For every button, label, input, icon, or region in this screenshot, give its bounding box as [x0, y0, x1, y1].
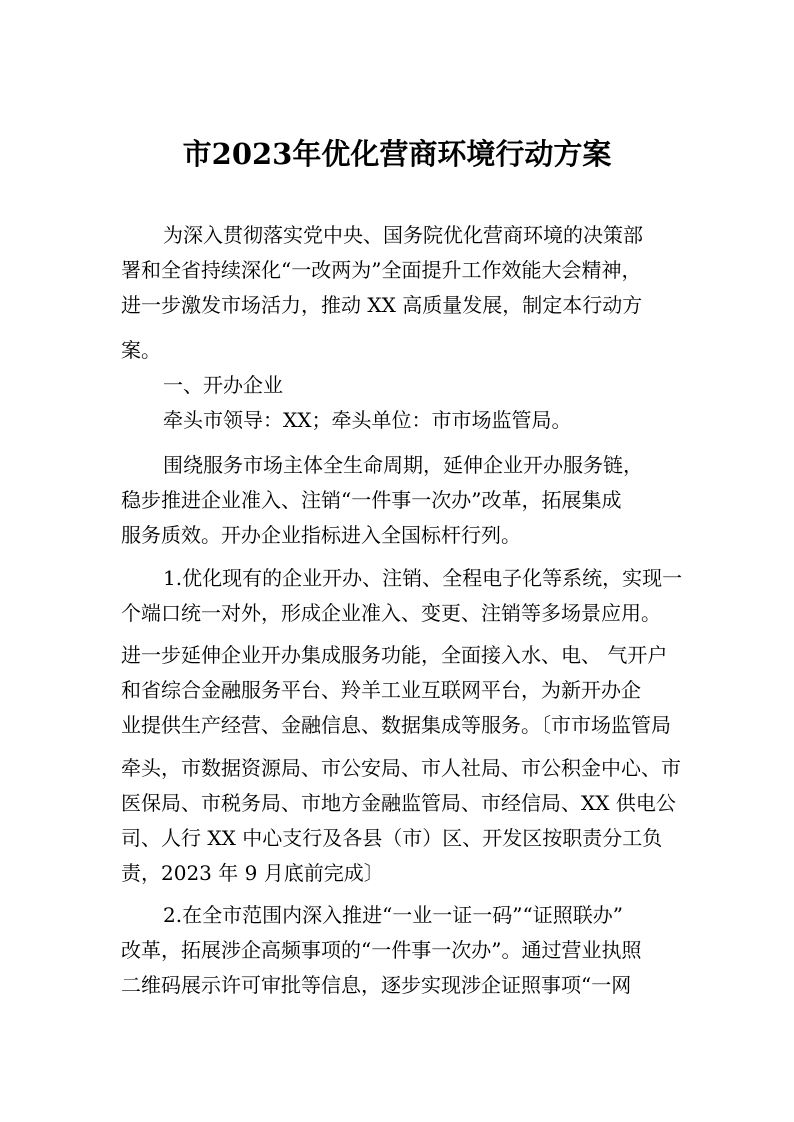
paragraph-line: 署和全省持续深化“一改两为”全面提升工作效能大会精神，	[121, 258, 642, 282]
paragraph-line: 为深入贯彻落实党中央、国务院优化营商环境的决策部	[163, 223, 643, 247]
paragraph-line: 责，2023 年 9 月底前完成〕	[121, 861, 384, 885]
paragraph-line: 进一步延伸企业开办集成服务功能，全面接入水、电、 气开户	[121, 643, 668, 667]
paragraph-line: 牵头，市数据资源局、市公安局、市人社局、市公积金中心、市	[121, 756, 681, 780]
paragraph-line: 2.在全市范围内深入推进“一业一证一码”“证照联办”	[163, 903, 623, 927]
document-title: 市2023年优化营商环境行动方案	[182, 137, 612, 171]
paragraph-line: 牵头市领导：XX；牵头单位：市市场监管局。	[163, 408, 572, 432]
paragraph-line: 和省综合金融服务平台、羚羊工业互联网平台，为新开办企	[121, 678, 641, 702]
section-heading: 一、开办企业	[163, 373, 283, 397]
paragraph-line: 围绕服务市场主体全生命周期，延伸企业开办服务链，	[163, 453, 643, 477]
paragraph-line: 稳步推进企业准入、注销“一件事一次办”改革，拓展集成	[121, 488, 622, 512]
paragraph-line: 个端口统一对外，形成企业准入、变更、注销等多场景应用。	[121, 601, 661, 625]
paragraph-line: 改革，拓展涉企高频事项的“一件事一次办”。通过营业执照	[121, 938, 642, 962]
paragraph-line: 案。	[121, 338, 161, 362]
paragraph-line: 进一步激发市场活力，推动 XX 高质量发展，制定本行动方	[121, 293, 643, 317]
paragraph-line: 司、人行 XX 中心支行及各县（市）区、开发区按职责分工负	[121, 826, 663, 850]
paragraph-line: 医保局、市税务局、市地方金融监管局、市经信局、XX 供电公	[121, 791, 676, 815]
paragraph-line: 业提供生产经营、金融信息、数据集成等服务。〔市市场监管局	[121, 713, 671, 737]
paragraph-line: 服务质效。开办企业指标进入全国标杆行列。	[121, 523, 521, 547]
paragraph-line: 二维码展示许可审批等信息，逐步实现涉企证照事项“一网	[121, 973, 632, 997]
paragraph-line: 1.优化现有的企业开办、注销、全程电子化等系统，实现一	[163, 566, 683, 590]
